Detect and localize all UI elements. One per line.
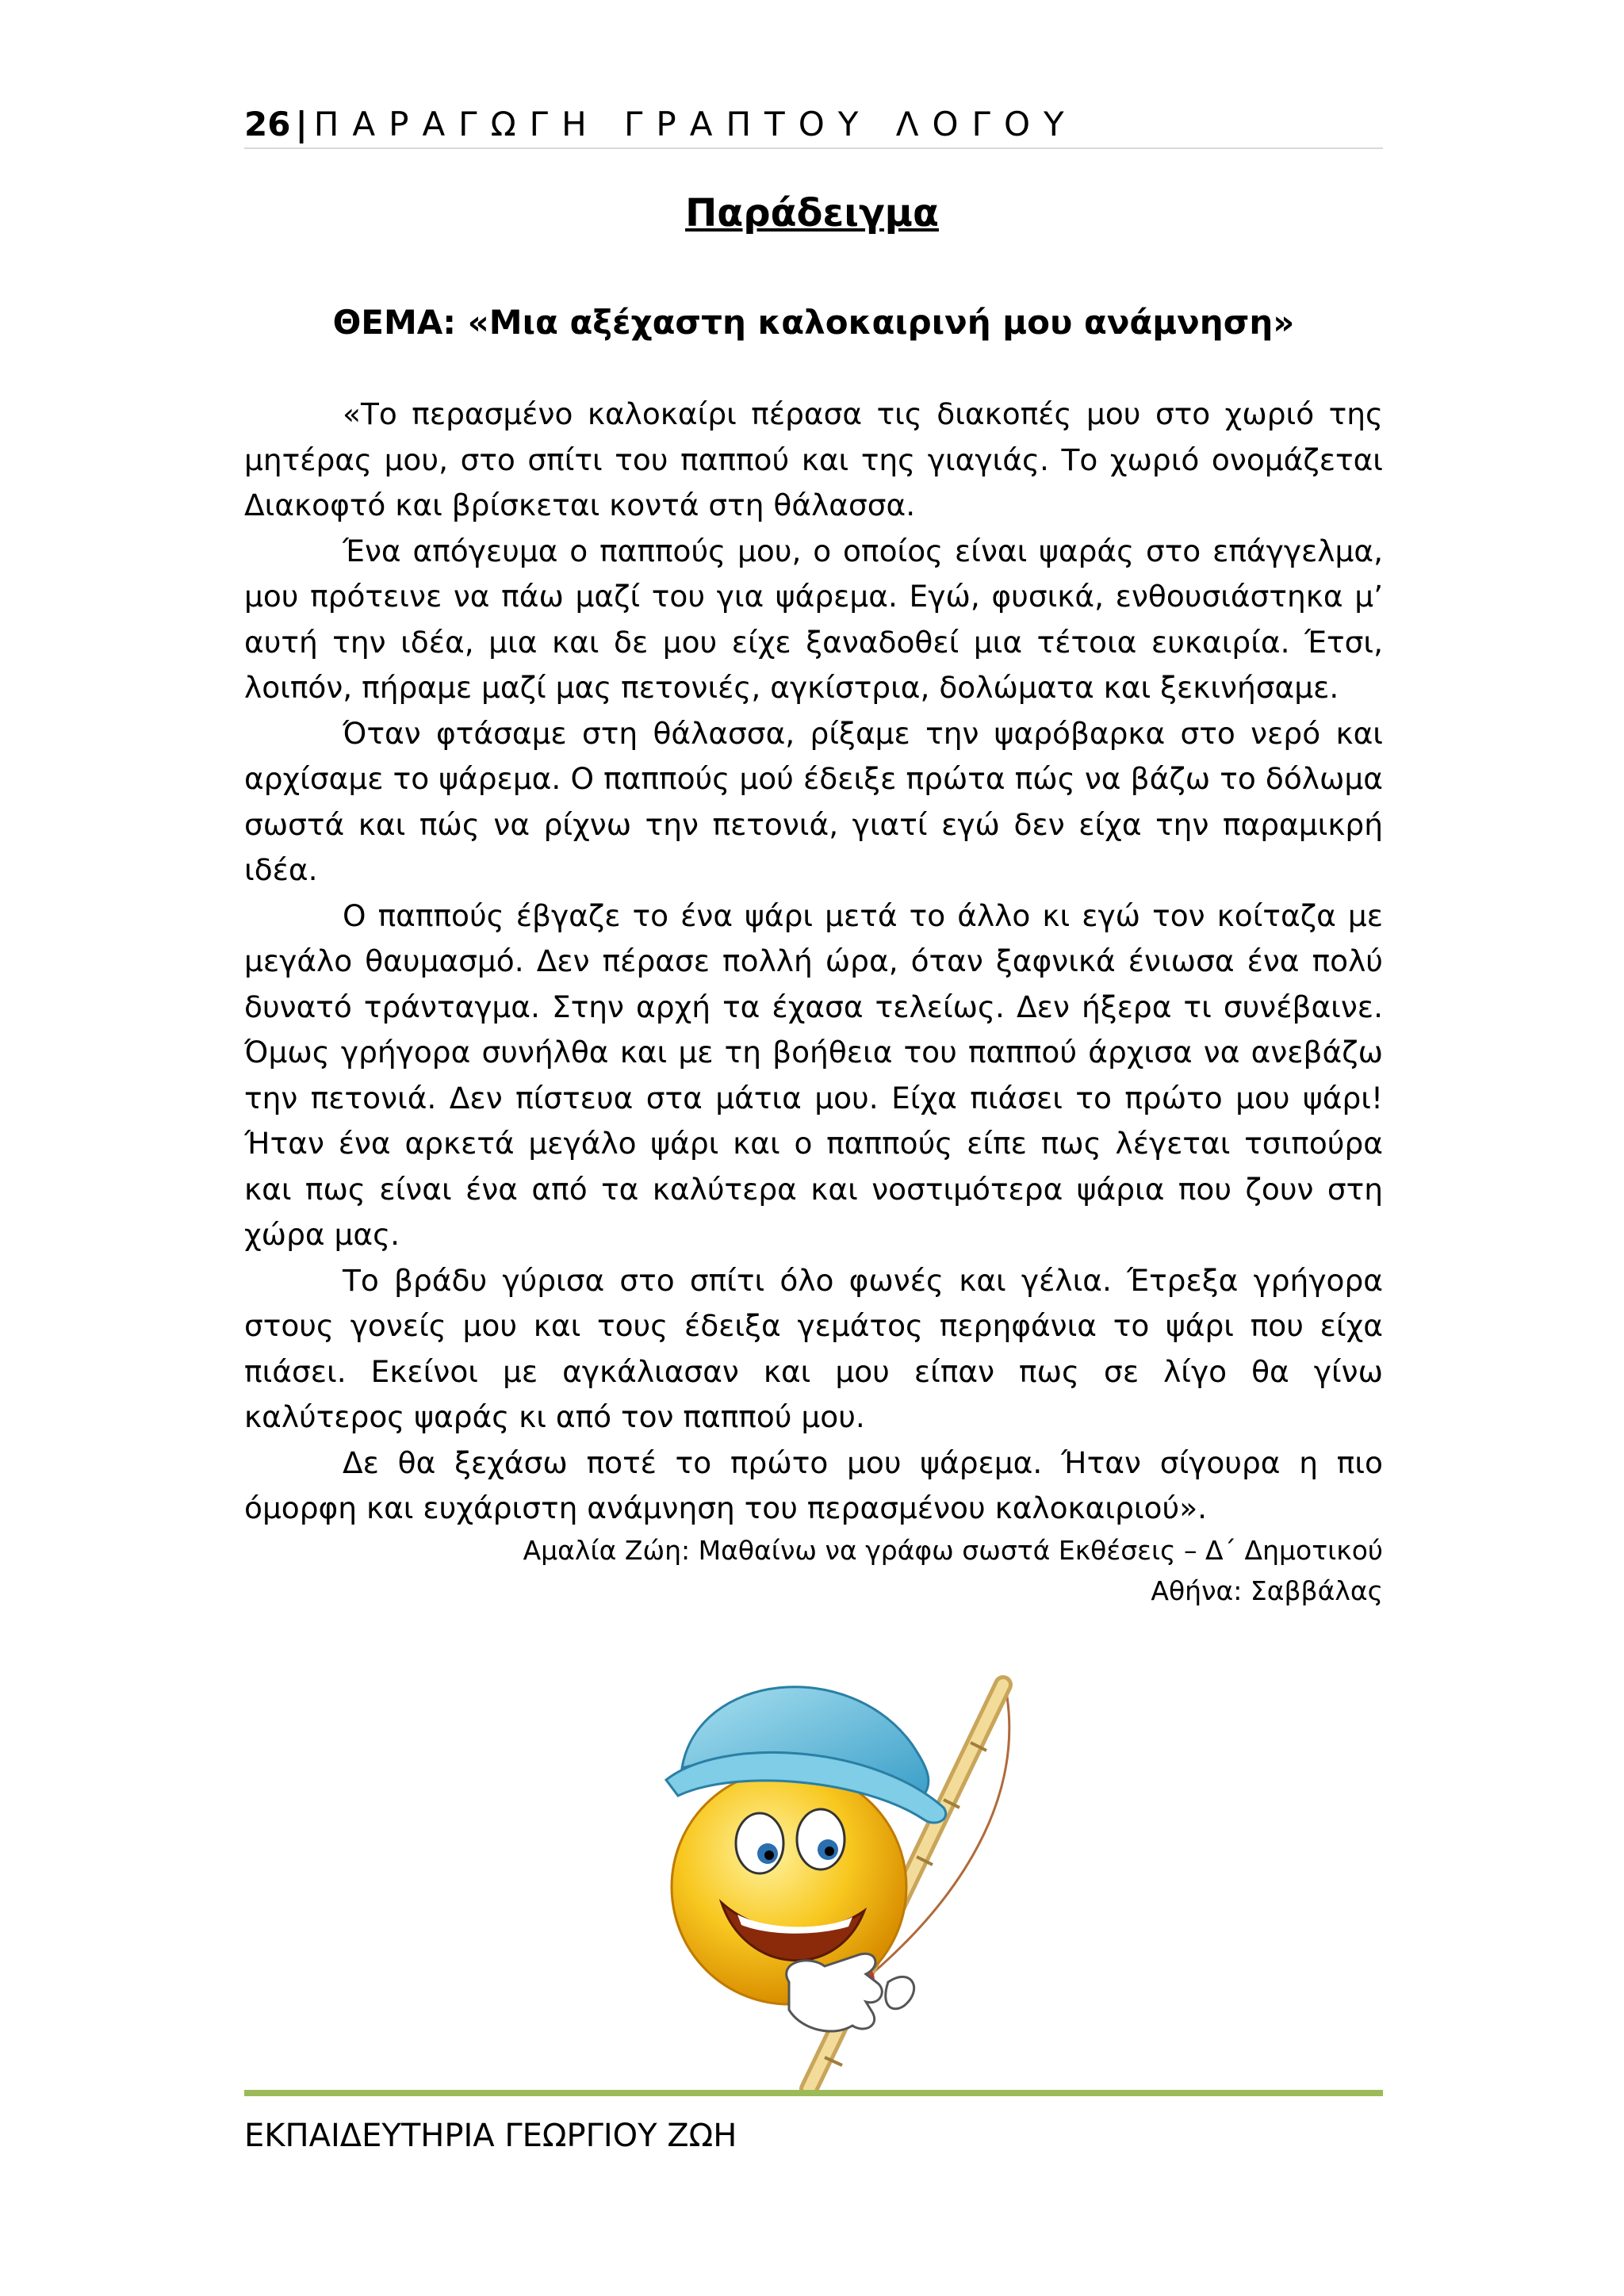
hand [787, 1954, 914, 2031]
paragraph: Όταν φτάσαμε στη θάλασσα, ρίξαμε την ψαρόβαρκα στο νερό και αρχίσαμε το ψάρεμα. Ο παππούς μού έδειξε πρώτα πώς να βάζω το δόλωμα σωστά και πώς να ρίχνω την πετονιά, γιατί εγώ δεν είχα την παραμικρή ιδέα. [244, 715, 1383, 887]
header-title: ΠΑΡΑΓΩΓΗ ΓΡΑΠΤΟΥ ΛΟΓΟΥ [313, 105, 1078, 144]
header-separator: | [295, 105, 308, 144]
paragraph: Ο παππούς έβγαζε το ένα ψάρι μετά το άλλο κι εγώ τον κοίταζα με μεγάλο θαυμασμό. Δεν πέρασε πολλή ώρα, όταν ξαφνικά ένιωσα ένα πολύ δυνατό τράνταγμα. Στην αρχή τα έχασα τελείως. Δεν ήξερα τι συνέβαινε. Όμως γρήγορα συνήλθα και με τη βοήθεια του παππού άρχισα να ανεβάζω την πετονιά. Δεν πίστευα στα μάτια μου. Είχα πιάσει το πρώτο μου ψάρι! Ήταν ένα αρκετά μεγάλο ψάρι και ο παππούς είπε πως λέγεται τσιπούρα και πως είναι ένα από τα καλύτερα και νοστιμότερα ψάρια που ζουν στη χώρα μας. [244, 897, 1383, 1252]
essay-body [244, 392, 1383, 1532]
source-citation [523, 1530, 1383, 1611]
example-heading: Παράδειγμα [685, 191, 939, 235]
paragraph: Ένα απόγευμα ο παππούς μου, ο οποίος είναι ψαράς στο επάγγελμα, μου πρότεινε να πάω μαζί του για ψάρεμα. Εγώ, φυσικά, ενθουσιάστηκα μ’ αυτή την ιδέα, μια και δε μου είχε ξαναδοθεί μια τέτοια ευκαιρία. Έτσι, λοιπόν, πήραμε μαζί μας πετονιές, αγκίστρια, δολώματα και ξεκινήσαμε. [244, 533, 1383, 705]
source-book: Αμαλία Ζώη: Μαθαίνω να γράφω σωστά Εκθέσεις – Δ΄ Δημοτικού [523, 1535, 1383, 1566]
paragraph: Το βράδυ γύρισα στο σπίτι όλο φωνές και γέλια. Έτρεξα γρήγορα στους γονείς μου και τους έδειξα γεμάτος περηφάνια το ψάρι που είχα πιάσει. Εκείνοι με αγκάλιασαν και μου είπαν πως σε λίγο θα γίνω καλύτερος ψαράς κι από τον παππού μου. [244, 1262, 1383, 1434]
paragraph: Δε θα ξεχάσω ποτέ το πρώτο μου ψάρεμα. Ήταν σίγουρα η πιο όμορφη και ευχάριστη ανάμνηση του περασμένου καλοκαιριού». [244, 1445, 1383, 1525]
footer-divider [244, 2090, 1383, 2096]
smiley-fisherman-icon [650, 1649, 1015, 2093]
topic-heading: ΘΕΜΑ: «Μια αξέχαστη καλοκαιρινή μου ανάμνηση» [332, 303, 1295, 342]
page-header [244, 101, 1383, 149]
paragraph: «Το περασμένο καλοκαίρι πέρασα τις διακοπές μου στο χωριό της μητέρας μου, στο σπίτι του παππού και της γιαγιάς. Το χωριό ονομάζεται Διακοφτό και βρίσκεται κοντά στη θάλασσα. [244, 396, 1383, 522]
source-publisher: Αθήνα: Σαββάλας [1151, 1575, 1383, 1606]
footer-text: ΕΚΠΑΙΔΕΥΤΗΡΙΑ ΓΕΩΡΓΙΟΥ ΖΩΗ [244, 2118, 737, 2154]
page-number: 26 [244, 105, 291, 144]
